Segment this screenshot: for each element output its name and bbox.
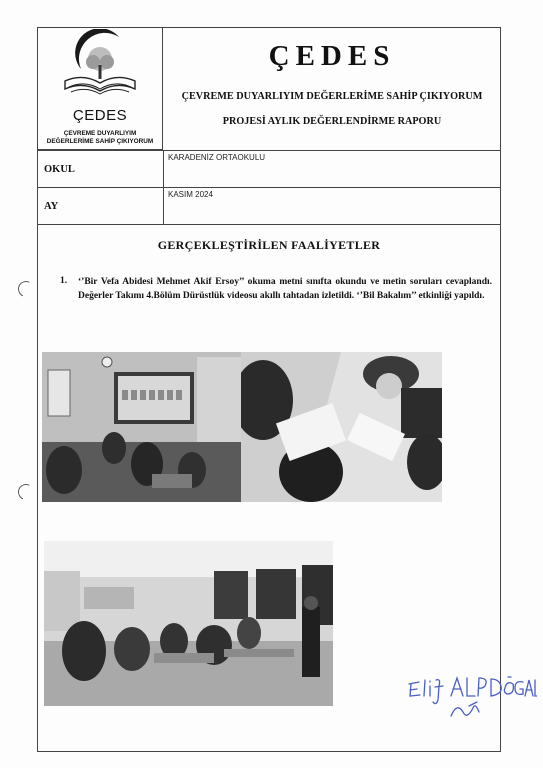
logo-cell <box>37 27 163 150</box>
classroom-activity-photo <box>44 541 333 706</box>
month-label: AY <box>44 201 59 212</box>
logo-subtitle: DEĞERLERİME SAHİP ÇIKIYORUM <box>46 138 154 145</box>
activity-description: ‘’Bir Vefa Abidesi Mehmet Akif Ersoy’’ okuma metni sınıfta okundu ve metin soruları cevaplandı. Değerler Takımı 4.Bölüm Dürüstlük videosu akıllı tahtadan izletildi. ‘’Bil Bakalım’’ etkinliği yapıldı. <box>78 277 492 301</box>
activity-number: 1. <box>60 276 68 286</box>
project-name: ÇEVREME DUYARLIYIM DEĞERLERİME SAHİP ÇIKIYORUM <box>181 91 483 102</box>
report-title: ÇEDES <box>268 40 396 72</box>
signature-image <box>405 672 537 722</box>
logo-subtitle: ÇEVREME DUYARLIYIM <box>63 130 137 137</box>
logo-wordmark: ÇEDES <box>72 107 128 124</box>
classroom-video-photo <box>42 352 241 502</box>
month-value: KASIM 2024 <box>168 190 213 199</box>
row-separator <box>37 187 501 188</box>
report-subtitle: PROJESİ AYLIK DEĞERLENDİRME RAPORU <box>222 116 442 127</box>
cedes-logo-icon <box>55 29 145 105</box>
school-value: KARADENİZ ORTAOKULU <box>168 153 266 162</box>
activities-heading: GERÇEKLEŞTİRİLEN FAALİYETLER <box>157 238 381 252</box>
row-separator <box>37 224 501 225</box>
row-separator <box>37 150 501 151</box>
students-reading-photo <box>241 352 442 502</box>
column-divider <box>163 150 164 224</box>
school-label: OKUL <box>44 164 75 175</box>
